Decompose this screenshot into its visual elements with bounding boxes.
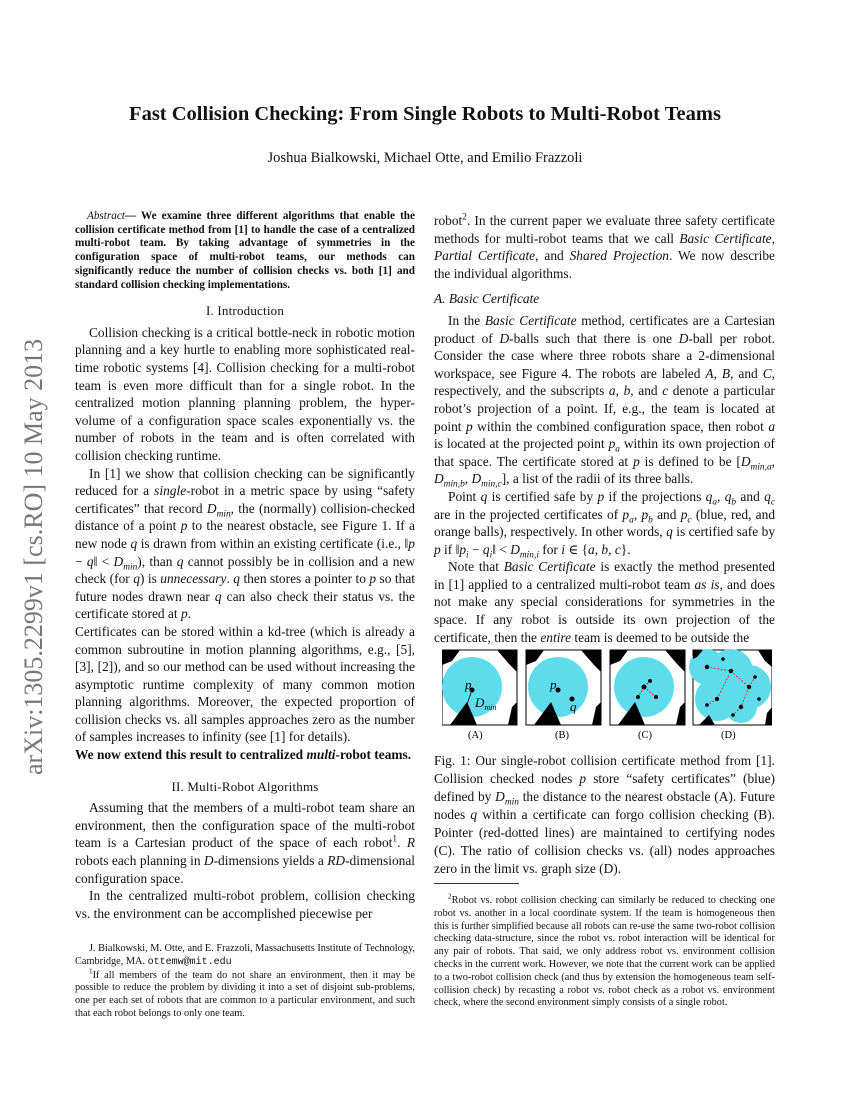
basic-paragraph-3: Note that Basic Certificate is exactly the method presented in [1] applied to a centralized multi-robot team as is, and does not make any special considerations for symmetries in the space. If any robot is outside its own projection of the certificate, then the entire team is deemed to be outside the <box>434 559 775 645</box>
arxiv-stamp-text: arXiv:1305.2299v1 [cs.RO] 10 May 2013 <box>19 338 48 775</box>
node-point <box>636 695 640 699</box>
paper-authors: Joshua Bialkowski, Michael Otte, and Emilio Frazzoli <box>267 150 583 166</box>
node-point <box>747 685 751 689</box>
panel-label-a: (A) <box>468 730 483 741</box>
arxiv-stamp <box>8 290 58 790</box>
abstract <box>75 210 415 292</box>
abstract-text: — We examine three different algorithms that enable the collision certificate method from [1] to handle the case of a centralized multi-robot team. By taking advantage of symmetries in the configuration space of multi-robot teams, our methods can significantly reduce the number of collision checks vs. both [1] and standard collision checking implementations. <box>75 210 415 291</box>
panel-label-d: (D) <box>721 730 736 741</box>
intro-paragraph-3: Certificates can be stored within a kd-tree (which is already a common subroutine in motion planning algorithms, e.g., [5], [3], [2]), and so our method can be used without increasing the asymptotic runtime complexity of many common motion planning algorithms. Moreover, the expected proportion of collision checks vs. all samples approaches zero as the number of samples increases to infinity (see [1] for details). <box>75 623 415 745</box>
figure-label-q: q <box>570 699 577 714</box>
footnote-affiliation-text: J. Bialkowski, M. Otte, and E. Frazzoli, Massachusetts Institute of Technology, Cambridge, MA. <box>75 943 415 967</box>
right-paragraph-1-tail: In the current paper we evaluate three safety certificate methods for multi-robot teams that we call <box>434 213 775 246</box>
section-heading-multi: II. Multi-Robot Algorithms <box>171 778 319 794</box>
footnote-2: $^2$Robot vs. robot collision checking can similarly be reduced to checking one robot vs. another in a local coordinate system. If the team is homogeneous then this is further simplified because all robots can re-use the same two-robot collision checking data-structure, since the robot vs. robot interaction will be identical for any pair of robots. That said, we only address robot vs. environment collision checks in the current work. However, we note that the current work can be applied to a two-robot collision check (and thus by extension the homogeneous team self-collision check) by recasting a robot vs. robot check as a robot vs. environment check, where the second environment simply consists of a single robot. <box>434 892 775 1009</box>
left-column <box>75 210 415 922</box>
author-email[interactable]: ottemw@mit.edu <box>147 956 232 968</box>
intro-paragraph-2: In [1] we show that collision checking can be significantly reduced for a single-robot in a metric space by using “safety certificates” that record $D_{min}$, the (normally) collision-checked distance of a point p to the nearest obstacle, see Figure 1. If a new node q is drawn from within an existing certificate (i.e., ‖p − q‖ < $D_{min}$), than q cannot possibly be in collision and a new check (for q) is unnecessary. q then stores a pointer to p so that future nodes drawn near q can also check their status vs. the certificate stored at p. <box>75 465 416 622</box>
panel-label-c: (C) <box>638 730 652 741</box>
figure-1 <box>442 647 772 742</box>
panel-label-b: (B) <box>555 730 569 741</box>
footnote-1: $^1$If all members of the team do not share an environment, then it may be possible to reduce the problem by dividing it into a set of disjoint sub-problems, one per each set of robots that are common to a particular environment, and such that each robot belongs to only one team. <box>75 967 415 1019</box>
footnotes-left <box>75 943 415 1021</box>
node-point <box>753 675 757 679</box>
footnote-1-text: If all members of the team do not share an environment, then it may be possible to reduce the problem by dividing it into a set of disjoint sub-problems, one per each set of robots that are common to a particular environment, and such that each robot belongs to only one team. <box>75 969 415 1019</box>
figure-caption: Fig. 1: Our single-robot collision certificate method from [1]. Collision checked nodes p store “safety certificates” (blue) defined by $D_{min}$ the distance to the nearest obstacle (A). Future nodes q within a certificate can forgo collision checking (B). Pointer (red-dotted lines) are maintained to certifying nodes (C). The ratio of collision checks vs. (all) nodes approaches zero in the limit vs. graph size (D). <box>434 753 775 876</box>
section-heading-intro: I. Introduction <box>205 303 285 319</box>
figure-label-p-b: p <box>550 677 557 692</box>
figure-panel-c <box>610 650 685 741</box>
node-point <box>757 697 761 701</box>
node-point <box>654 695 658 699</box>
figure-panel-d <box>689 649 772 741</box>
right-column <box>434 212 775 646</box>
node-point <box>731 713 735 717</box>
footnote-rule <box>434 883 519 884</box>
subsection-heading-basic: A. Basic Certificate <box>434 291 540 307</box>
footnote-2-text: Robot vs. robot collision checking can similarly be reduced to checking one robot vs. another in a local coordinate system. If the team is homogeneous then this is further simplified because all robots can re-use the same two-robot collision checking data-structure, since the robot vs. robot interaction will be identical for any pair of robots. That said, we only address robot vs. environment collision checks in the current work. However, we note that the current work can be applied to a two-robot collision check (and thus by extension the homogeneous team self-collision check) by recasting a robot vs. robot check as a robot vs. environment check, where the second environment simply consists of a single robot. <box>434 895 775 1009</box>
node-point <box>705 703 709 707</box>
intro-paragraph-1: Collision checking is a critical bottle-neck in robotic motion planning and a key hurtle to enabling more sophisticated real-time robotic systems [4]. Collision checking for a multi-robot team is even more difficult than for a single robot. In the centralized motion planning planning problem, the hyper-volume of a configuration space scales exponentially vs. the number of robots in the team and is often correlated with collision checking runtime. <box>75 324 415 463</box>
figure-panel-a <box>442 650 517 741</box>
basic-paragraph-2: Point q is certified safe by p if the projections $q_a$, $q_b$ and $q_c$ are in the projected certificates of $p_a$, $p_b$ and $p_c$ (blue, red, and orange balls), respectively. In other words, q is certified safe by p if $‖p_i$ − $q_i‖ < D_{min,i}$ for i ∈ {a, b, c}. <box>434 488 776 561</box>
node-point <box>642 685 647 690</box>
basic-paragraph-1: In the Basic Certificate method, certificates are a Cartesian product of D-balls such that there is one D-ball per robot. Consider the case where three robots share a 2-dimensional workspace, see Figure 4. The robots are labeled A, B, and C, respectively, and the subscripts a, b, and c denote a particular robot’s projection of a point. If, e.g., the team is located at point p within the combined configuration space, then robot a is located at the projected point $p_a$ within its own projection of that space. The certificate stored at p is defined to be [$D_{min,a}$, $D_{min,b}$, $D_{min,c}$], a list of the radii of its three balls. <box>434 312 776 490</box>
intro-bold-statement: We now extend this result to centralized multi-robot teams. <box>75 747 412 763</box>
right-paragraph-1: robot$^2$. In the current paper we evaluate three safety certificate methods for multi-robot teams that we call Basic Certificate, Partial Certificate, and Shared Projection. We now describe the individual algorithms. <box>434 212 775 281</box>
certificate-ball <box>528 657 588 717</box>
node-point <box>721 657 725 661</box>
multi-paragraph-2: In the centralized multi-robot problem, collision checking vs. the environment can be accomplished piecewise per <box>75 888 415 921</box>
node-point <box>739 705 743 709</box>
figure-label-p: p <box>465 677 472 692</box>
paper-title: Fast Collision Checking: From Single Robots to Multi-Robot Teams <box>129 103 721 125</box>
node-point <box>729 669 733 673</box>
node-point <box>705 665 709 669</box>
footnote-affiliation <box>75 943 415 970</box>
figure-panel-b <box>526 650 601 741</box>
abstract-label: Abstract <box>87 210 125 222</box>
node-point <box>648 679 652 683</box>
figure-label-dmin-sub: min <box>484 703 497 712</box>
node-point <box>715 697 719 701</box>
figure-label-dmin-main: D <box>475 695 485 710</box>
multi-paragraph-1: Assuming that the members of a multi-robot team share an environment, then the configuration space of the multi-robot team is a Cartesian product of the space of each robot$^1$. R robots each planning in D-dimensions yields a RD-dimensional configuration space. <box>75 800 415 886</box>
